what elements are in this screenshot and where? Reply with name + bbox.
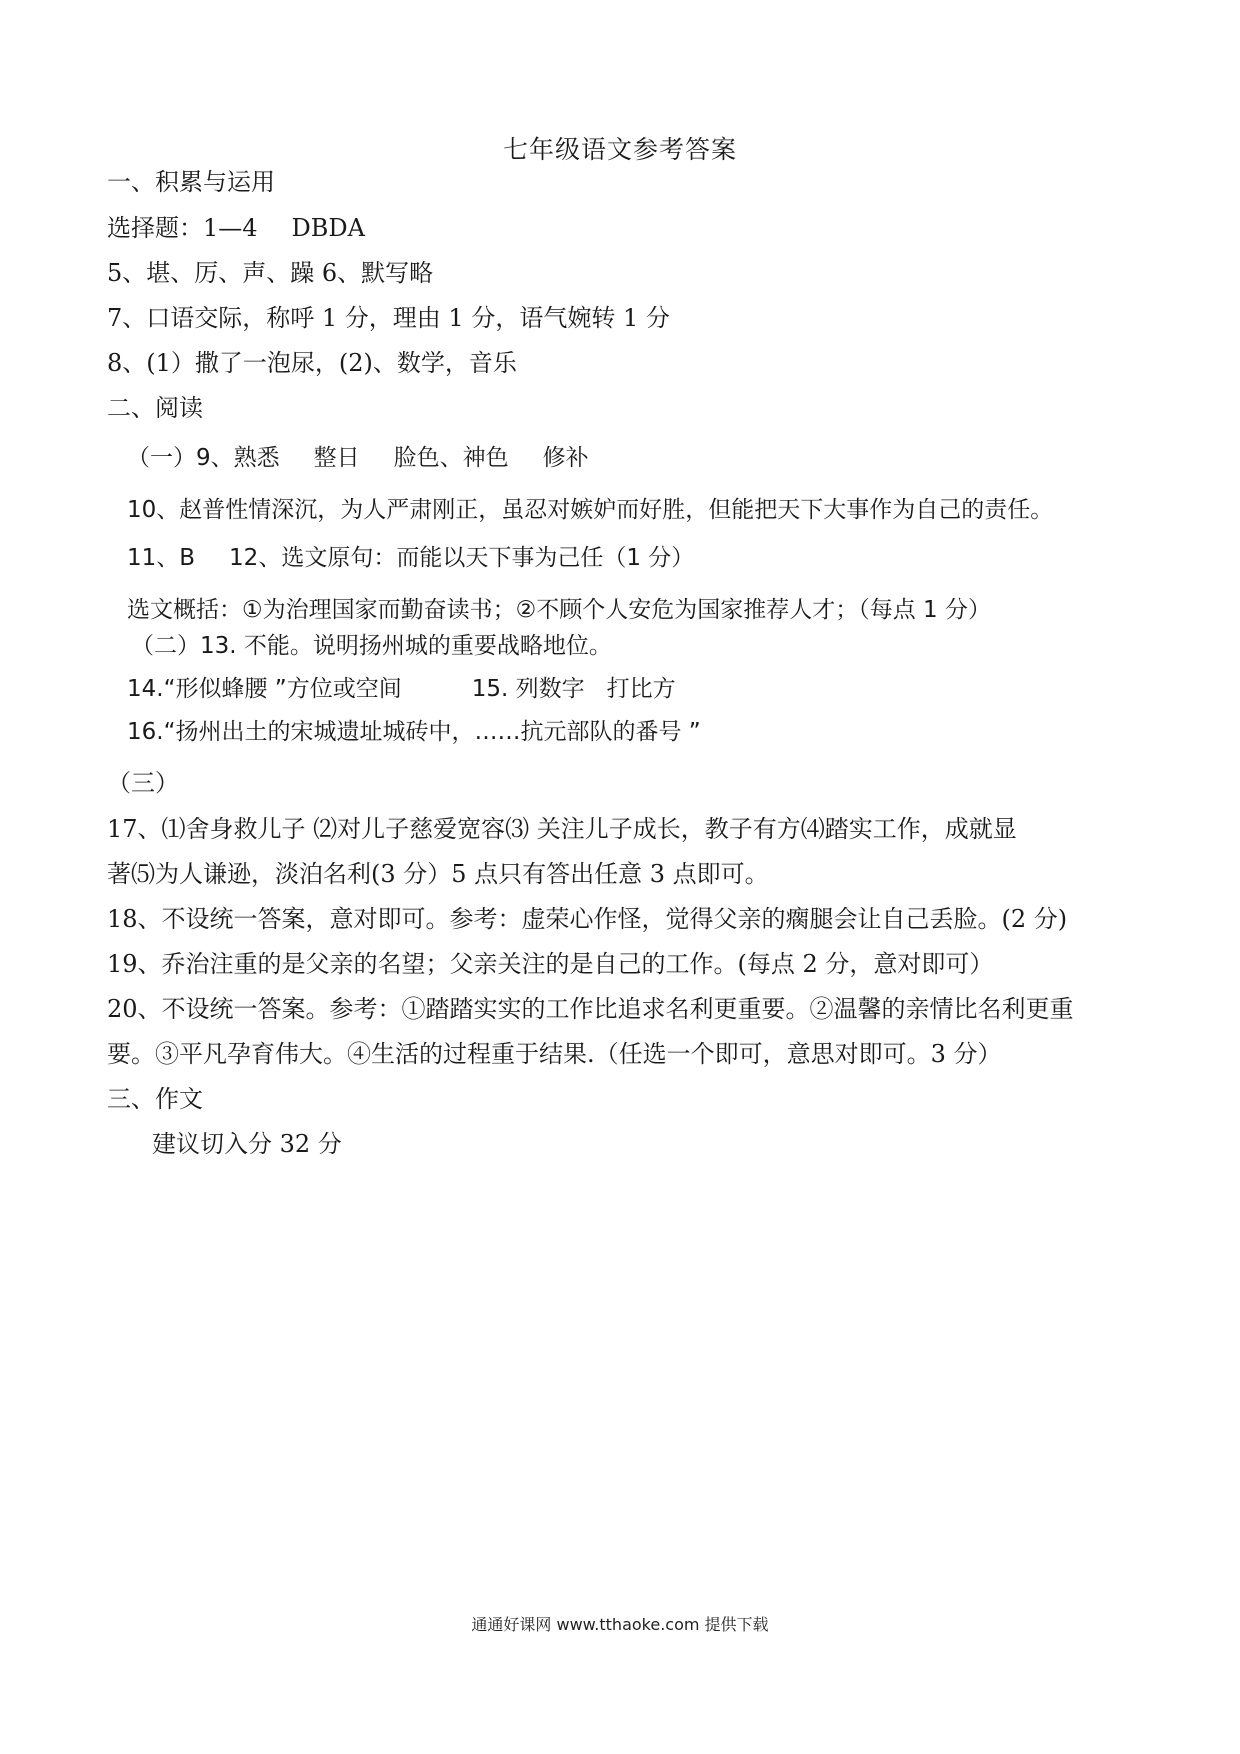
- q19-answer: 19、乔治注重的是父亲的名望；父亲关注的是自己的工作。(每点 2 分，意对即可）: [107, 950, 994, 978]
- q9-word-2: 脸色、神色: [393, 445, 509, 471]
- essay-note: 建议切入分 32 分: [152, 1130, 342, 1158]
- footer-credit: 通通好课网 www.tthaoke.com 提供下载: [471, 1615, 769, 1634]
- section2-heading: 二、阅读: [107, 394, 203, 422]
- q8-answer: 8、(1）撒了一泡尿，(2)、数学，音乐: [107, 349, 517, 377]
- section3-heading: 三、作文: [107, 1085, 203, 1113]
- q11-12-answer: [127, 542, 694, 574]
- part3-label: （三）: [107, 769, 179, 797]
- q9-answer: [127, 442, 589, 474]
- q10-answer: 10、赵普性情深沉，为人严肃刚正，虽忍对嫉妒而好胜，但能把天下大事作为自己的责任。: [127, 497, 1054, 523]
- q15-answer: 打比方: [606, 676, 676, 702]
- q9-label: （一）9、熟悉: [127, 445, 280, 471]
- section1-heading: 一、积累与运用: [107, 168, 275, 196]
- q9-word-1: 整日: [313, 445, 360, 471]
- document-title: 七年级语文参考答案: [502, 135, 737, 164]
- q12-answer: 12、选文原句：而能以天下事为己任（1 分）: [229, 545, 695, 571]
- q7-answer: 7、口语交际，称呼 1 分，理由 1 分，语气婉转 1 分: [107, 304, 670, 332]
- q18-answer: 18、不设统一答案，意对即可。参考：虚荣心作怪，觉得父亲的瘸腿会让自己丢脸。(2 分): [107, 905, 1068, 933]
- q13-answer: （二）13. 不能。说明扬州城的重要战略地位。: [131, 633, 612, 659]
- q17-answer-line2: 著⑸为人谦逊，淡泊名利(3 分）5 点只有答出任意 3 点即可。: [107, 860, 769, 888]
- q5-6-answer: 5、堪、厉、声、躁 6、默写略: [107, 259, 434, 287]
- choice-label: 选择题：1—4: [107, 214, 258, 242]
- q11-answer: 11、B: [127, 545, 196, 571]
- q20-answer-line1: 20、不设统一答案。参考：①踏踏实实的工作比追求名利更重要。②温馨的亲情比名利更重: [107, 995, 1074, 1023]
- q16-answer: 16.“扬州出土的宋城遗址城砖中，……抗元部队的番号 ”: [127, 719, 701, 745]
- q15-label: 15. 列数字: [471, 676, 585, 702]
- q20-answer-line2: 要。③平凡孕育伟大。④生活的过程重于结果.（任选一个即可，意思对即可。3 分）: [107, 1040, 1002, 1068]
- q9-word-3: 修补: [542, 445, 589, 471]
- summary-answer: 选文概括：①为治理国家而勤奋读书；②不顾个人安危为国家推荐人才；（每点 1 分）: [127, 597, 991, 623]
- choice-answers: [107, 212, 365, 244]
- choice-answer: DBDA: [291, 214, 365, 242]
- q14-answer: 14.“形似蜂腰 ”方位或空间: [127, 676, 402, 702]
- q14-15-answer: [127, 673, 676, 705]
- q17-answer-line1: 17、⑴舍身救儿子 ⑵对儿子慈爱宽容⑶ 关注儿子成长，教子有方⑷踏实工作，成就显: [107, 815, 1017, 843]
